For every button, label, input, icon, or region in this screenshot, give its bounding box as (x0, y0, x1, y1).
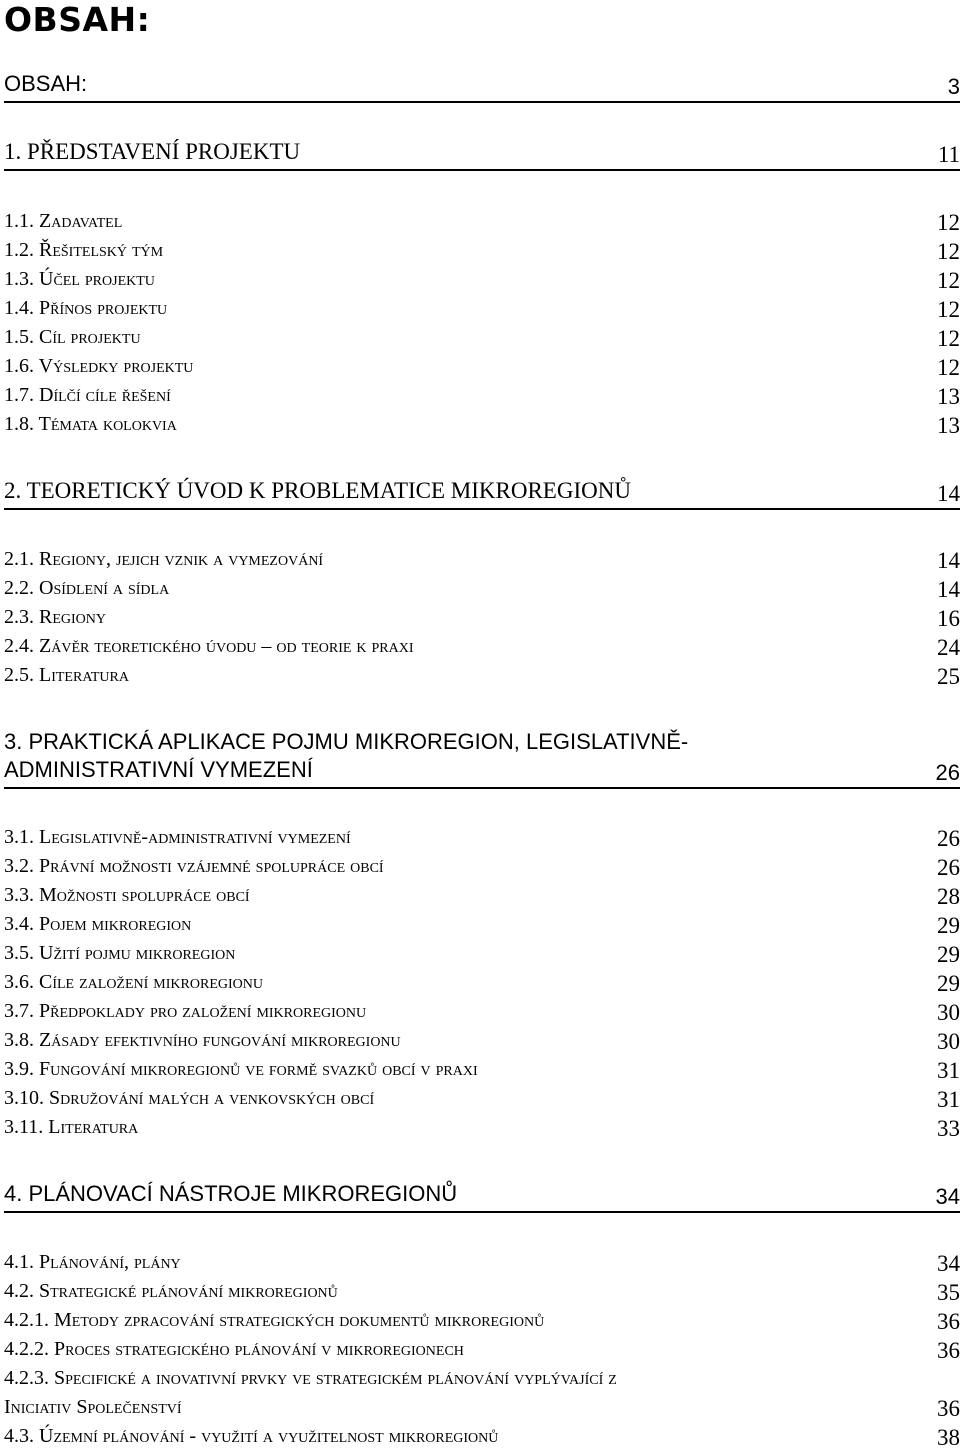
toc-entry-label: 2. TEORETICKÝ ÚVOD K PROBLEMATICE MIKROREGIONŮ (4, 478, 631, 503)
toc-subentry[interactable] (4, 1084, 960, 1112)
toc-entry-label: 4.2.3. Specifické a inovativní prvky ve strategickém plánování vyplývající z (4, 1367, 617, 1389)
toc-entry-label: 3.2. Právní možnosti vzájemné spolupráce obcí (4, 855, 384, 877)
toc-page-number: 34 (935, 1184, 960, 1209)
toc-subentry[interactable] (4, 1055, 960, 1083)
toc-entry-label: 3.7. Předpoklady pro založení mikroregionu (4, 1000, 367, 1022)
toc-subentry[interactable] (4, 910, 960, 938)
toc-subentry[interactable] (4, 823, 960, 851)
toc-page-number: 24 (937, 635, 960, 660)
toc-page-number: 31 (937, 1058, 960, 1083)
toc-subentry[interactable] (4, 1026, 960, 1054)
toc-page-number: 28 (937, 884, 960, 909)
page-title: OBSAH: (4, 0, 151, 39)
toc-subentry[interactable] (4, 207, 960, 235)
toc-subentry[interactable] (4, 545, 960, 573)
toc-entry-label: 4.1. Plánování, plány (4, 1251, 181, 1273)
toc-page-number: 30 (937, 1000, 960, 1025)
toc-entry-label: 1.5. Cíl projektu (4, 326, 141, 348)
toc-entry-label: 3. PRAKTICKÁ APLIKACE POJMU MIKROREGION, LEGISLATIVNĚ- (4, 729, 689, 754)
toc-page-number: 26 (935, 760, 960, 785)
toc-page-number: 12 (937, 268, 960, 293)
toc-entry-label: 2.2. Osídlení a sídla (4, 577, 170, 599)
toc-entry-label: 2.1. Regiony, jejich vznik a vymezování (4, 548, 324, 570)
toc-entry[interactable] (4, 70, 960, 103)
toc-entry-label: 4.3. Územní plánování - využití a využitelnost mikroregionů (4, 1425, 499, 1447)
toc-page-number: 12 (937, 326, 960, 351)
toc-entry-label: 1.1. Zadavatel (4, 210, 123, 232)
toc-subentry[interactable] (4, 410, 960, 438)
toc-entry[interactable] (4, 1180, 960, 1213)
toc-entry-label: Iniciativ Společenství (4, 1396, 182, 1418)
toc-entry[interactable] (4, 728, 960, 789)
toc-page-number: 29 (937, 913, 960, 938)
toc-entry-label: 3.5. Užití pojmu mikroregion (4, 942, 236, 964)
toc-entry-label: 2.3. Regiony (4, 606, 106, 628)
toc-page-number: 30 (937, 1029, 960, 1054)
toc-subentry[interactable] (4, 997, 960, 1025)
toc-subentry[interactable] (4, 939, 960, 967)
toc-entry[interactable] (4, 138, 960, 171)
toc-page-number: 26 (937, 855, 960, 880)
toc-entry-label: 3.4. Pojem mikroregion (4, 913, 192, 935)
toc-entry-label: 1.8. Témata kolokvia (4, 413, 177, 435)
toc-entry-label-continued: ADMINISTRATIVNÍ VYMEZENÍ (4, 757, 313, 782)
toc-entry-label: 4. PLÁNOVACÍ NÁSTROJE MIKROREGIONŮ (4, 1181, 458, 1206)
toc-subentry[interactable] (4, 1393, 960, 1421)
toc-entry-label: 3.6. Cíle založení mikroregionu (4, 971, 263, 993)
toc-subentry[interactable] (4, 381, 960, 409)
toc-entry-label: 3.9. Fungování mikroregionů ve formě svazků obcí v praxi (4, 1058, 478, 1080)
toc-page-number: 12 (937, 355, 960, 380)
toc-entry-label: 3.1. Legislativně-administrativní vymezení (4, 826, 351, 848)
toc-subentry[interactable] (4, 352, 960, 380)
toc-entry-label: 2.5. Literatura (4, 664, 129, 686)
toc-subentry[interactable] (4, 661, 960, 689)
toc-page-number: 33 (937, 1116, 960, 1141)
toc-subentry[interactable] (4, 852, 960, 880)
toc-entry-label: 4.2.1. Metody zpracování strategických dokumentů mikroregionů (4, 1309, 545, 1331)
toc-subentry[interactable] (4, 632, 960, 660)
toc-page-number: 13 (937, 413, 960, 438)
toc-subentry[interactable] (4, 1248, 960, 1276)
toc-page-number: 35 (937, 1280, 960, 1305)
toc-entry-label: 1.7. Dílčí cíle řešení (4, 384, 171, 406)
toc-entry-label: OBSAH: (4, 71, 88, 96)
toc-subentry[interactable] (4, 1277, 960, 1305)
toc-entry-label: 2.4. Závěr teoretického úvodu – od teorie k praxi (4, 635, 414, 657)
toc-page-number: 34 (937, 1251, 960, 1276)
toc-page-number: 14 (937, 481, 960, 506)
toc-subentry[interactable] (4, 1306, 960, 1334)
toc-subentry[interactable] (4, 1364, 960, 1392)
toc-page-number: 12 (937, 210, 960, 235)
toc-page-number: 12 (937, 297, 960, 322)
toc-subentry[interactable] (4, 603, 960, 631)
toc-subentry[interactable] (4, 265, 960, 293)
toc-page-number: 12 (937, 239, 960, 264)
toc-page-number: 25 (937, 664, 960, 689)
toc-entry-label: 3.3. Možnosti spolupráce obcí (4, 884, 250, 906)
toc-entry-label: 3.11. Literatura (4, 1116, 139, 1138)
toc-page-number: 29 (937, 971, 960, 996)
toc-page-number: 14 (937, 577, 960, 602)
toc-page-number: 29 (937, 942, 960, 967)
toc-page-number: 38 (937, 1425, 960, 1450)
toc-page-number: 36 (937, 1338, 960, 1363)
toc-page-number: 26 (937, 826, 960, 851)
toc-page-number: 16 (937, 606, 960, 631)
toc-page-number: 13 (937, 384, 960, 409)
toc-page-number: 31 (937, 1087, 960, 1112)
toc-entry-label: 3.10. Sdružování malých a venkovských obcí (4, 1087, 375, 1109)
toc-subentry[interactable] (4, 236, 960, 264)
toc-entry-label: 1.2. Řešitelský tým (4, 239, 164, 261)
toc-page-number: 11 (937, 142, 960, 167)
toc-page-number: 3 (947, 74, 960, 99)
toc-entry-label: 1.3. Účel projektu (4, 268, 155, 290)
toc-page-number: 36 (937, 1309, 960, 1334)
toc-subentry[interactable] (4, 574, 960, 602)
toc-page-number: 14 (937, 548, 960, 573)
toc-entry-label: 1.4. Přínos projektu (4, 297, 168, 319)
toc-subentry[interactable] (4, 1113, 960, 1141)
toc-subentry[interactable] (4, 323, 960, 351)
toc-entry-label: 1. PŘEDSTAVENÍ PROJEKTU (4, 139, 301, 164)
toc-subentry[interactable] (4, 968, 960, 996)
toc-page-number: 36 (937, 1396, 960, 1421)
toc-subentry[interactable] (4, 881, 960, 909)
toc-subentry[interactable] (4, 294, 960, 322)
toc-entry-label: 3.8. Zásady efektivního fungování mikroregionu (4, 1029, 401, 1051)
toc-entry-label: 4.2.2. Proces strategického plánování v mikroregionech (4, 1338, 464, 1360)
toc-subentry[interactable] (4, 1335, 960, 1363)
toc-entry[interactable] (4, 477, 960, 510)
toc-entry-label: 4.2. Strategické plánování mikroregionů (4, 1280, 338, 1302)
toc-entry-label: 1.6. Výsledky projektu (4, 355, 194, 377)
